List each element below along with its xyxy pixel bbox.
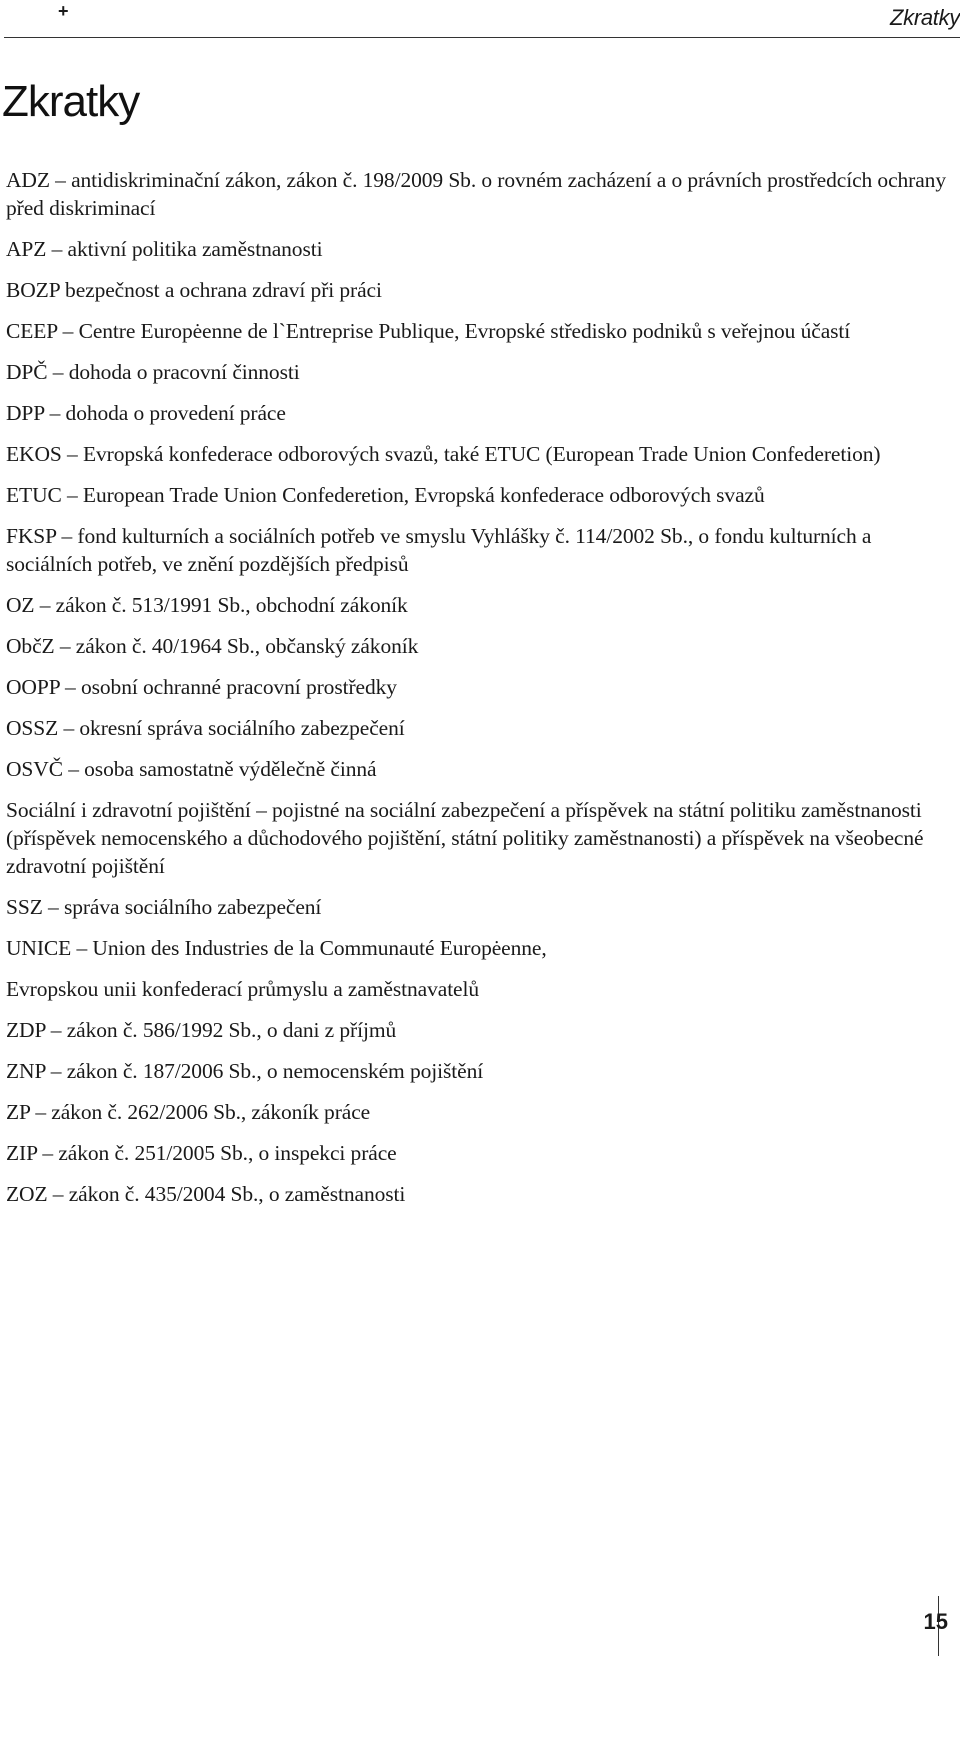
abbreviation-entry-zip [6, 1139, 958, 1167]
crop-mark: + [58, 1, 69, 21]
abbreviation-term: APZ [6, 237, 47, 261]
abbreviation-definition: – zákon č. 40/1964 Sb., občanský zákoník [54, 634, 419, 658]
abbreviation-entry-pojisteni [6, 796, 958, 880]
abbreviation-term: OOPP [6, 675, 60, 699]
abbreviation-term: ObčZ [6, 634, 55, 658]
abbreviation-definition: – zákon č. 187/2006 Sb., o nemocenském pojištění [45, 1059, 484, 1083]
abbreviation-definition: – European Trade Union Confederetion, Evropská konfederace odborových svazů [61, 483, 765, 507]
abbreviation-term: ZNP [6, 1059, 46, 1083]
abbreviation-definition: – dohoda o pracovní činnosti [47, 360, 300, 384]
abbreviation-definition: – zákon č. 435/2004 Sb., o zaměstnanosti [47, 1182, 406, 1206]
page-title: Zkratky [2, 77, 140, 126]
abbreviation-definition: – zákon č. 513/1991 Sb., obchodní zákoník [34, 593, 408, 617]
abbreviation-term: DPČ [6, 360, 48, 384]
abbreviation-entry-dpc [6, 358, 958, 386]
abbreviation-definition: – Evropská konfederace odborových svazů, také ETUC (European Trade Union Confederetion) [61, 442, 881, 466]
abbreviation-entry-bozp [6, 276, 958, 304]
page-header [0, 0, 960, 38]
abbreviation-entry-zp [6, 1098, 958, 1126]
abbreviation-term: OZ [6, 593, 35, 617]
abbreviation-entry-znp [6, 1057, 958, 1085]
running-head: Zkratky [889, 5, 960, 30]
abbreviation-entry-dpp [6, 399, 958, 427]
abbreviation-term: OSSZ [6, 716, 59, 740]
abbreviation-entry-fksp [6, 522, 958, 578]
abbreviation-entry-ekos [6, 440, 958, 468]
abbreviation-entry-oopp [6, 673, 958, 701]
abbreviation-entry-osvc [6, 755, 958, 783]
abbreviation-entry-ssz [6, 893, 958, 921]
abbreviation-entry-zoz [6, 1180, 958, 1208]
abbreviation-definition: – okresní správa sociálního zabezpečení [58, 716, 405, 740]
abbreviation-definition: bezpečnost a ochrana zdraví při práci [59, 278, 382, 302]
abbreviation-entry-unice-continued [6, 975, 958, 1003]
abbreviation-term: UNICE [6, 936, 72, 960]
abbreviation-definition: – zákon č. 262/2006 Sb., zákoník práce [30, 1100, 371, 1124]
abbreviation-term: FKSP [6, 524, 57, 548]
abbreviation-entry-adz [6, 166, 958, 222]
abbreviation-definition: – dohoda o provedení práce [44, 401, 286, 425]
header-rule [4, 37, 960, 38]
abbreviation-definition: – zákon č. 586/1992 Sb., o dani z příjmů [45, 1018, 397, 1042]
abbreviation-entry-ossz [6, 714, 958, 742]
abbreviation-entry-ceep [6, 317, 958, 345]
abbreviation-entry-oz [6, 591, 958, 619]
abbreviation-term: DPP [6, 401, 45, 425]
abbreviation-definition: – zákon č. 251/2005 Sb., o inspekci práce [37, 1141, 397, 1165]
abbreviation-definition: – pojistné na sociální zabezpečení a příspěvek na státní politiku zaměstnanosti (příspěvek nemocenského a důchodového pojištění, státní politiky zaměstnanosti) a příspěvek na všeobecné zdravotní pojištění [6, 798, 924, 878]
abbreviation-definition: – osobní ochranné pracovní prostředky [59, 675, 397, 699]
abbreviation-entry-apz [6, 235, 958, 263]
abbreviation-term: ZP [6, 1100, 31, 1124]
abbreviation-term: CEEP [6, 319, 58, 343]
abbreviation-definition: – správa sociálního zabezpečení [42, 895, 322, 919]
abbreviation-definition: – Centre Europėenne de l`Entreprise Publique, Evropské středisko podniků s veřejnou účastí [57, 319, 851, 343]
abbreviation-term: ZIP [6, 1141, 38, 1165]
abbreviation-term: OSVČ [6, 757, 63, 781]
abbreviation-entry-zdp [6, 1016, 958, 1044]
page-number: 15 [923, 1609, 948, 1634]
abbreviation-definition: – aktivní politika zaměstnanosti [46, 237, 323, 261]
abbreviation-list [6, 166, 958, 1221]
abbreviation-term: BOZP [6, 278, 60, 302]
abbreviation-definition: Evropskou unii konfederací průmyslu a zaměstnavatelů [6, 977, 480, 1001]
abbreviation-term: ETUC [6, 483, 62, 507]
abbreviation-definition: – osoba samostatně výdělečně činná [62, 757, 377, 781]
abbreviation-definition: – antidiskriminační zákon, zákon č. 198/2009 Sb. o rovném zacházení a o právních prostředcích ochrany před diskriminací [6, 168, 946, 220]
abbreviation-entry-etuc [6, 481, 958, 509]
abbreviation-term: ADZ [6, 168, 50, 192]
abbreviation-definition: – Union des Industries de la Communauté Europėenne, [71, 936, 547, 960]
abbreviation-term: SSZ [6, 895, 43, 919]
abbreviation-entry-unice [6, 934, 958, 962]
abbreviation-entry-obcz [6, 632, 958, 660]
abbreviation-term: ZDP [6, 1018, 46, 1042]
abbreviation-term: Sociální i zdravotní pojištění [6, 798, 251, 822]
abbreviation-definition: – fond kulturních a sociálních potřeb ve smyslu Vyhlášky č. 114/2002 Sb., o fondu kulturních a sociálních potřeb, ve znění pozdějších předpisů [6, 524, 872, 576]
abbreviation-term: EKOS [6, 442, 62, 466]
abbreviation-term: ZOZ [6, 1182, 48, 1206]
